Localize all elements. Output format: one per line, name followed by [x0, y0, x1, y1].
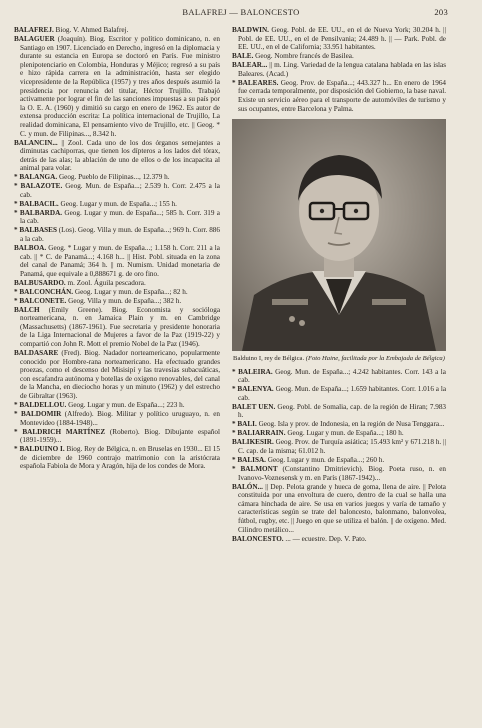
entry-text: Geog. Lugar y mun. de España...; 585 h. Corr. 319 a la cab.	[20, 208, 220, 226]
dictionary-entry	[232, 79, 446, 113]
dictionary-entry	[14, 139, 220, 173]
entry-text: Geog. Pobl. de Somalia, cap. de la región de Hiran; 7.983 h.	[238, 402, 446, 420]
entry-text: Geog. Lugar y mun. de España...; 223 h.	[68, 401, 185, 409]
entry-headword: BALIKESIR.	[232, 438, 274, 447]
dictionary-entry	[232, 456, 446, 465]
dictionary-entry	[14, 401, 220, 410]
entry-headword: * BALANGA.	[14, 173, 58, 182]
entry-headword: * BALIARRAIN.	[232, 429, 286, 438]
entry-headword: * BALCONETE.	[14, 296, 67, 305]
caption-credit: (Foto Haine, facilitada por la Embajada de Bélgica)	[305, 355, 445, 363]
entry-headword: * BALDELLOU.	[14, 401, 67, 409]
entry-headword: BALET UEN.	[232, 402, 276, 411]
entry-headword: * BALDRICH MARTÍNEZ	[14, 427, 106, 436]
entry-headword: * BALBASES	[14, 226, 57, 235]
entry-text: ... — ecuestre. Dep. V. Pato.	[285, 534, 367, 543]
left-column	[14, 26, 220, 716]
entry-text: Geog. Prov. de España...; 443.327 h... En enero de 1964 fue cerrada temporalmente, por disposición del Gobierno, la base naval. Existe un servicio aéreo para el transporte de automóviles de turismo y sus ocupantes, entre Barcelona y Palma.	[238, 78, 446, 113]
entry-text: Geog. * Lugar y mun. de España...; 1.158 h. Corr. 211 a la cab. || * C. de Panamá...; 4.168 h... || Hist. Pobl. situada en la zona del canal de Panamá; 364 h. || m. Numism. Unidad monetaria de Panamá, que equivale a 0,888671 g. de oro fino.	[20, 243, 220, 278]
entry-headword: * BALEIRA.	[232, 367, 273, 376]
entry-headword: * BALI.	[232, 420, 257, 429]
entry-text: (Alfredo). Biog. Militar y político uruguayo, n. en Montevideo (1884-1948)...	[20, 409, 220, 427]
dictionary-entry	[14, 288, 220, 297]
entry-text: Geog. Prov. de Turquía asiática; 15.493 km² y 671.218 h. || C. cap. de la misma; 61.012 h.	[238, 438, 446, 455]
entry-headword: * BALAZOTE.	[14, 182, 63, 191]
entry-headword: BALDASARE	[14, 349, 59, 358]
dictionary-entry	[14, 428, 220, 445]
entry-headword: * BALISA.	[232, 455, 266, 464]
entry-text: Geog. Pueblo de Filipinas..., 12.379 h.	[58, 173, 170, 182]
entry-text: (Emily Greene). Biog. Economista y socióloga norteamericana, n. en Jamaica Plain y m. en Cambridge (Massachusetts) (1867-1961). Fue secretaria y presidente honoraria de la Liga Internacional de Mujeres a favor de la Paz (1919-22) y compartió con John R. Mott el premio Nobel de la Paz (1946).	[20, 305, 220, 349]
page-header	[0, 7, 482, 19]
portrait-illustration	[232, 119, 446, 351]
entry-text: Geog. Mun. de España...; 4.242 habitantes. Corr. 143 a la cab.	[238, 367, 446, 385]
entry-text: || Zool. Cada uno de los dos órganos semejantes a diminutas cachiporras, que tienen los dípteros a los lados del tórax, detrás de las alas; la ablación de uno de ellos o de los incapacita al animal para volar.	[20, 138, 220, 173]
dictionary-entry	[14, 200, 220, 209]
entry-text: Biog. V. Ahmed Balafrej.	[55, 26, 129, 34]
dictionary-entry	[232, 535, 446, 544]
caption-main: Balduino I, rey de Bélgica.	[233, 355, 305, 363]
entry-headword: * BALDOMIR	[14, 409, 62, 418]
entry-text: Geog. Nombre francés de Basilea.	[255, 52, 354, 61]
entry-headword: BALCH	[14, 305, 40, 314]
dictionary-entry	[232, 465, 446, 482]
photo-caption	[232, 355, 446, 363]
dictionary-entry	[14, 297, 220, 306]
dictionary-entry	[232, 483, 446, 535]
entry-text: Geog. Isla y prov. de Indonesia, en la región de Nusa Tenggara...	[258, 420, 445, 429]
entry-text: Geog. Mun. de España...; 1.659 habitantes. Corr. 1.016 a la cab.	[238, 385, 446, 402]
entry-headword: * BALMONT	[232, 464, 278, 473]
entry-text: (Joaquín). Biog. Escritor y político dominicano, n. en Santiago en 1907. Licenciado en Derecho, ingresó en la diplomacia y durante su estancia en Europa se doctoró en París. Fue ministro plenipotenciario en Colombia, Honduras y Méjico; regresó a su país e hizo rápida carrera en la administración, hasta ser elegido vicepresidente de la República (1957) y tres años después asumió la presidencia por renuncia del titular, Héctor Trujillo. Trabajó activamente por lograr el fin de las sanciones impuestas a su país por la O. E. A. (1960) y dimitió su cargo en enero de 1962. Es autor de extensa producción escrita: La política internacional de Trujillo, La realidad dominicana, El pensamiento vivo de Trujillo, etc. || Geog. * C. y mun. de Filipinas..., 8.342 h.	[20, 34, 220, 138]
entry-text: (Fred). Biog. Nadador norteamericano, popularmente conocido por Hombre-rana norteamericano. Ha efectuado grandes proezas, como el descenso del Misisipí y las travesías subacuáticas, con escafandra autónoma y botellas de oxígeno renovables, del canal de la Mancha, en dieciocho horas y un minuto (1962) y del estrecho de Gibraltar (1963).	[20, 349, 220, 401]
entry-headword: BALONCESTO.	[232, 534, 284, 543]
dictionary-entry	[232, 429, 446, 438]
entry-text: m. Zool. Águila pescadora.	[67, 278, 146, 287]
running-title: BALAFREJ — BALONCESTO	[182, 7, 300, 17]
dictionary-entry	[14, 349, 220, 401]
entry-text: (Los). Geog. Villa y mun. de España...; 969 h. Corr. 886 a la cab.	[20, 226, 220, 243]
dictionary-entry	[14, 306, 220, 349]
dictionary-entry	[232, 403, 446, 420]
right-column-bottom-entries	[232, 368, 446, 543]
dictionary-entry	[232, 26, 446, 52]
dictionary-entry	[14, 209, 220, 226]
entry-headword: BALDWIN.	[232, 26, 269, 34]
entry-headword: BALBUSARDO.	[14, 278, 66, 287]
entry-text: Geog. Lugar y mun. de España...; 82 h.	[74, 287, 188, 296]
entry-text: Geog. Pobl. de EE. UU., en el de Nueva York; 30.204 h. || Pobl. de EE. UU., en el de Pensilvania; 24.489 h. || — Park. Pobl. de EE. UU., en el de California; 33.951 habitantes.	[238, 26, 446, 52]
entry-text: Geog. Lugar y mun. de España...; 180 h.	[287, 429, 404, 438]
entry-headword: BALAFREJ.	[14, 26, 54, 34]
entry-headword: * BALCONCHÁN.	[14, 287, 74, 296]
entry-text: Geog. Lugar y mun. de España...; 260 h.	[267, 455, 385, 464]
dictionary-entry	[14, 35, 220, 138]
right-column-top-entries	[232, 26, 446, 113]
dictionary-entry	[232, 61, 446, 78]
entry-headword: BALÓN...	[232, 482, 263, 491]
entry-headword: * BALBARDA.	[14, 208, 63, 217]
entry-text: Geog. Villa y mun. de España...; 382 h.	[68, 296, 182, 305]
right-column	[232, 26, 446, 716]
entry-headword: BALAGUER	[14, 34, 55, 43]
dictionary-entry	[14, 226, 220, 243]
entry-text: (Constantino Dmitrievich). Biog. Poeta ruso, n. en Ivanovo-Voznesensk y m. en París (1867-1942)...	[238, 464, 446, 482]
dictionary-entry	[14, 244, 220, 278]
entry-text: Geog. Mun. de España...; 2.539 h. Corr. 2.475 a la cab.	[20, 182, 220, 199]
entry-headword: BALANCIN...	[14, 138, 58, 147]
entry-headword: * BALDUINO I.	[14, 445, 65, 454]
dictionary-entry	[14, 279, 220, 288]
entry-text: Biog. Rey de Bélgica, n. en Bruselas en 1930... El 15 de diciembre de 1960 contrajo matrimonio con la aristócrata española Fabiola de Mora y Aragón, hija de los condes de Mora.	[20, 445, 220, 471]
dictionary-entry	[14, 445, 220, 471]
dictionary-entry	[14, 182, 220, 199]
dictionary-entry	[14, 26, 220, 35]
portrait-photo	[232, 119, 446, 351]
dictionary-entry	[14, 173, 220, 182]
entry-text: || m. Ling. Variedad de la lengua catalana hablada en las islas Baleares. (Acad.)	[238, 61, 446, 78]
entry-headword: BALE.	[232, 52, 254, 61]
entry-text: || Dep. Pelota grande y hueca de goma, llena de aire. || Pelota constituida por una envoltura de cuero, dentro de la cual se halla una cámara hinchada de aire. Se usa en varios juegos y varía de tamaño y características según se trate del baloncesto, balonmano, balonvolea, fútbol, rugby, etc. || Juego en que se utiliza el balón. || de oxígeno. Med. Cilindro metálico...	[238, 482, 446, 534]
entry-headword: * BALENYA.	[232, 385, 274, 394]
dictionary-entry	[232, 420, 446, 429]
entry-text: Geog. Lugar y mun. de España...; 155 h.	[60, 199, 177, 208]
entry-headword: BALBOA.	[14, 243, 47, 252]
dictionary-entry	[232, 438, 446, 455]
entry-headword: BALEAR...	[232, 61, 268, 70]
entry-headword: * BALBACIL.	[14, 199, 59, 208]
dictionary-entry	[232, 52, 446, 61]
entry-text: (Roberto). Biog. Dibujante español (1891-1959)...	[20, 427, 220, 445]
dictionary-entry	[232, 385, 446, 402]
dictionary-entry	[232, 368, 446, 385]
entry-headword: * BALEARES.	[232, 78, 279, 87]
page-number: 203	[434, 7, 448, 17]
dictionary-entry	[14, 410, 220, 427]
